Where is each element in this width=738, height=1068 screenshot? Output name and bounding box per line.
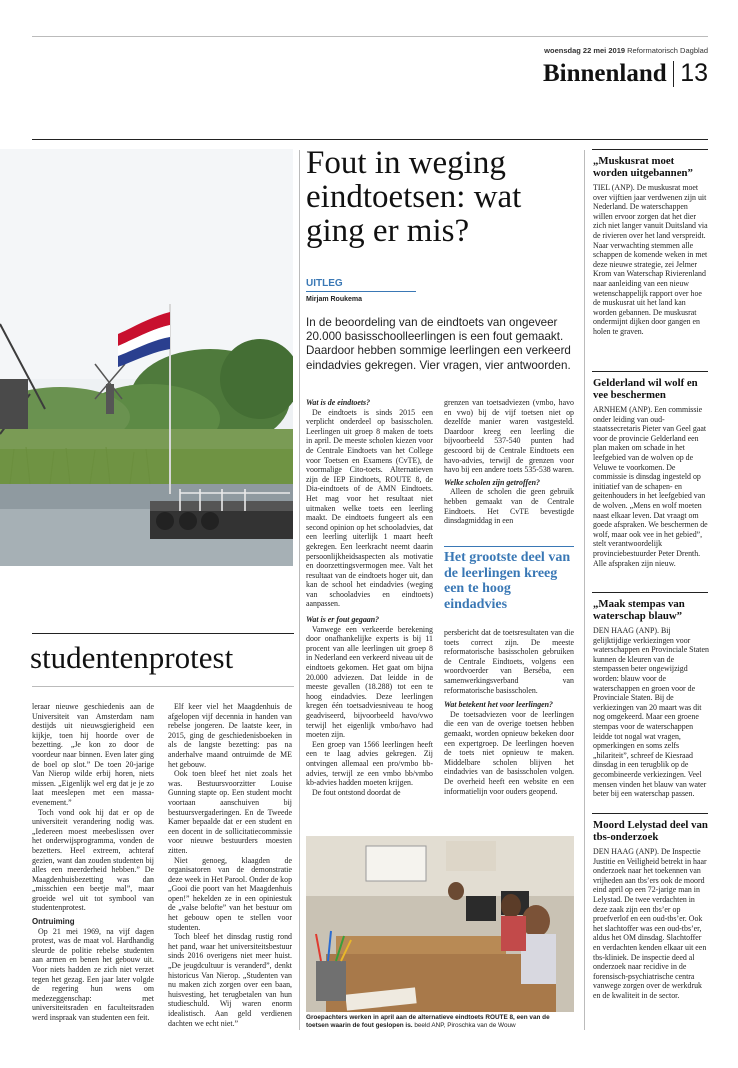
photo-caption	[306, 1014, 574, 1030]
sidebar-headline: Moord Lelystad deel van tbs-onderzoek	[593, 819, 708, 843]
left-col1-para: Toch vond ook hij dat er op de universiteit verandering nodig was. „Iedereen moest meebeslissen over het onderwijsprogramma, vonden de bezetters. Heel extreem, achteraf gezien, want dan zouden studenten bij alles een meerderheid hebben.” De Maagdenhuisbezetting was dan „misschien een beetje mal”, maar groeide wel uit tot symbool van studentenprotest.	[32, 807, 154, 913]
windmill-photo	[0, 149, 293, 566]
main-para: grenzen van toetsadviezen (vmbo, havo en vwo) bij de vijf toetsen niet op dezelfde manier waren vastgesteld. Daardoor kreeg een leerling die bijvoorbeeld 537-540 punten had gescoord bij de Centrale Eindtoets een havo-advies, terwijl de grenzen voor havo bij een andere toets 535-538 waren.	[444, 398, 574, 475]
header-dateline	[544, 46, 708, 55]
sidebar-rule	[592, 149, 708, 150]
main-para: De toetsadviezen voor de leerlingen die een van de overige toetsen hebben gemaakt, worden opnieuw bekeken door een expertgroep. De leerlingen hoeven de toets niet opnieuw te maken. Middelbare scholen blijven het eindadvies van de basisscholen volgen. De overheid heeft een website en een informatielijn voor ouders geopend.	[444, 709, 574, 796]
left-headline-rule	[32, 686, 294, 687]
main-para: De fout ontstond doordat de	[312, 787, 401, 797]
left-column-1	[32, 702, 154, 1023]
left-col2-para: Toch bleef het dinsdag rustig rond het pand, waar het universiteitsbestuur sinds 2016 overigens niet meer huist. „De jeugdcultuur is veranderd”, denkt historicus Van Nierop. „Studenten van nu maken zich zorgen over een baan, huisvesting, het terugbetalen van hun studieschuld. Wij waren enorm idealistisch. Aan geld verdienen dachten we echt niet.”	[168, 932, 292, 1028]
section-divider	[673, 61, 675, 87]
caption-credit: beeld ANP, Piroschka van de Wouw	[414, 1022, 516, 1029]
sidebar-text: TIEL (ANP). De muskusrat moet over vijftien jaar verdwenen zijn uit Nederland. De waterschappen willen ervoor zorgen dat het dier zich niet langer vanuit Duitsland via de rivieren over het land verspreidt. Naar verwachting stemmen alle schappen de komende weken in met deze nieuwe strategie, zei Jelmer Krom van Waterschap Rivierenland naar aanleiding van een nieuw wetenschappelijk rapport over hoe de muskusrat uit het land kan worden gebannen. De muskusrat ondermijnt dijken door gangen en holen te graven.	[593, 183, 708, 336]
sidebar-rule	[592, 592, 708, 593]
main-title: Fout in weging eindtoetsen: wat ging er mis?	[306, 145, 522, 249]
main-lead: In de beoordeling van de eindtoets van ongeveer 20.000 basisschoolleerlingen is een fout gemaakt. Daardoor hebben sommige leerlingen een verkeerd eindadvies gekregen. Vier vragen, vier antwoorden.	[306, 316, 571, 372]
left-column-2	[168, 702, 292, 1028]
page-number: 13	[680, 59, 708, 87]
header-paper: Reformatorisch Dagblad	[627, 46, 708, 55]
sidebar-text: ARNHEM (ANP). Een commissie onder leiding van oud-staatssecretaris Pieter van Geel gaat voor de provincie Gelderland een plan maken om schade in het leefgebied van de wolven op de Veluwe te voorkomen. De commissie is dinsdag ingesteld op initiatief van de schapen- en geitenhouders in het leefgebied van de wolven. „Mens en wolf moeten naast elkaar leven. Dat vraagt om goede afspraken. We beschermen de wolf, maar ook vee in het gebied”, stelt verantwoordelijk provinciebestuurder Peter Drenth. Alle afspraken zijn nieuw.	[593, 405, 708, 568]
main-question-2: Wat is er fout gegaan?	[306, 615, 380, 625]
main-author: Mirjam Roukema	[306, 296, 363, 303]
main-para: persbericht dat de toetsresultaten van die toets correct zijn. De meeste reformatorische basisscholen gebruiken de Centrale Eindtoets, volgens een woordvoerder van Berséba, een samenwerkingsverband van reformatorische basisscholen.	[444, 628, 574, 695]
main-question-4: Wat betekent het voor leerlingen?	[444, 700, 553, 710]
caption-text: Groepachters werken in april aan de alternatieve eindtoets ROUTE 8, een van de toetsen waarin de fout geslopen is.	[306, 1014, 550, 1029]
left-col2-para: Niet genoeg, klaagden de organisatoren van de demonstratie deze week in Het Parool. Onder de kop „Gooi die poort van het Maagdenhuis open!” hekelden ze in een opiniestuk de „valse belofte” van het bestuur om het gebouw open te stellen voor studenten.	[168, 855, 293, 932]
left-col2-para: Ook toen bleef het niet zoals het was. Bestuursvoorzitter Louise Gunning stapte op. Een student mocht voortaan aanschuiven bij bestuursvergaderingen. En de Tweede Kamer bepaalde dat er een student en een docent in de sollicitatiecommissie voor nieuwe bestuurders moesten zitten.	[168, 769, 292, 855]
pull-quote: Het grootste deel van de leerlingen kreeg een te hoog eindadvies	[444, 550, 571, 612]
top-rule	[32, 36, 708, 37]
left-headline-fragment: studentenprotest	[30, 640, 234, 675]
left-article-top-rule	[32, 633, 294, 634]
main-para: De eindtoets is sinds 2015 een verplicht onderdeel op basisscholen. Leerlingen uit groep 8 maken de toets in april. De meeste scholen kiezen voor de Centrale Eindtoets van het College voor Toetsen en Examens (CvTE), de voormalige Cito-toets. Alternatieven zijn de IEP Eindtoets, ROUTE 8, de Dia-eindtoets of de AMN Eindtoets. Het mag voor het resultaat niet uitmaken welke toets een leerling maakt. De eindtoets fungeert als een second opinion op het schooladvies, dat een leerling uiterlijk 1 maart heeft gekregen. Een leerkracht neemt daarin persoonlijkheidsaspecten als motivatie en doorzettingsvermogen mee. Valt het resultaat van de eindtoets hoger uit, dan kan de school het eindadvies (weging van schooladvies en eindtoets) aanpassen.	[306, 407, 433, 609]
sidebar-headline: „Muskusrat moet worden uitgebannen”	[593, 155, 693, 179]
main-column-a	[306, 398, 433, 797]
sidebar-headline: „Maak stempas van waterschap blauw”	[593, 598, 685, 622]
left-col1-para: leraar nieuwe geschiedenis aan de Universiteit van Amsterdam nam destijds uit nieuwsgierigheid een kijkje, toen hij hoorde over de bezetting. „Je kon zo door de voordeur naar binnen. Even later ging de boel op slot.” De toen 20-jarige Van Nierop wilde erbij horen, niets missen. „Eigenlijk wel erg dat je je zo laat meeslepen met een massa-evenement.”	[32, 702, 154, 807]
sidebar-text: DEN HAAG (ANP). De Inspectie Justitie en Veiligheid betrekt in haar onderzoek naar het toekennen van vrijheden aan tbs’ers ook de moord eind april op een 72-jarige man in Lelystad. De twee verdachten in deze zaak zijn een tbs’er op proefverlof en een oud-tbs’er. Ook het slachtoffer was een oud-tbs’er, aldus het OM dinsdag. Slachtoffer en verdachten kenden elkaar uit een tbs-kliniek. De inspectie deed al onderzoek naar recidive in de forensisch-psychiatrische centra vanwege zorgen over de werkdruk en de kwaliteit in de sector.	[593, 847, 707, 1000]
main-kicker: UITLEG	[306, 278, 343, 289]
left-col1-para: Op 21 mei 1969, na vijf dagen protest, was de maat vol. Hardhandig sleurde de politie rebelse studenten aan armen en benen het gebouw uit. Voor niets hadden ze zich niet verzet tegen het gezag. Een jaar later volgde de regering hun wens om medezeggenschap: met universiteitsraden en faculteitsraden werd inspraak van studenten een feit.	[32, 926, 154, 1022]
main-column-b-continued	[444, 628, 574, 796]
section-header	[543, 59, 708, 88]
main-question-3: Welke scholen zijn getroffen?	[444, 477, 540, 487]
main-column-b	[444, 398, 574, 526]
main-left-divider	[299, 150, 300, 1030]
classroom-photo-image	[306, 836, 574, 1012]
left-col2-para: Elf keer viel het Maagdenhuis de afgelopen vijf decennia in handen van rebelse jongeren. De laatste keer, in 2015, ging de geschiedenisboeken in als de langste bezetting: pas na anderhalve maand ontruimde de ME het gebouw.	[168, 702, 292, 769]
main-question-1: Wat is de eindtoets?	[306, 398, 371, 407]
section-title: Binnenland	[543, 59, 667, 87]
sidebar-rule	[592, 813, 708, 814]
left-col1-subheading: Ontruiming	[32, 917, 75, 927]
header-date: woensdag 22 mei 2019	[544, 46, 626, 55]
sidebar-text: DEN HAAG (ANP). Bij gelijktijdige verkiezingen voor waterschappen en Provinciale Staten kunnen de kleuren van de stempassen beter ongewijzigd worden: blauw voor de waterschappen en groen voor de Provinciale Staten. Bij de verkiezingen van 20 maart was dit nog omgekeerd. Maar een groene stempas voor de waterschappen leidde tot nogal wat vragen, opmerkingen en soms zelfs „hilariteit”, schreef de Kiesraad dinsdag in een terugblik op de gecombineerde verkiezingen. Veel mensen vinden het blauw van water beter bij een waterschap passen.	[593, 626, 709, 799]
kicker-rule	[306, 291, 416, 292]
sidebar-divider	[584, 150, 585, 1030]
main-para: Alleen de scholen die geen gebruik hebben gemaakt van de Centrale Eindtoets. Het CvTE bevestigde dinsdagmiddag in een	[444, 487, 574, 526]
sidebar-rule	[592, 371, 708, 372]
main-para: Een groep van 1566 leerlingen heeft een te laag advies gekregen. Zij ontvingen allemaal een pro/vmbo bb-advies, terwijl ze een vmbo bb/vmbo kb-advies hadden moeten krijgen.	[306, 739, 433, 788]
classroom-photo	[306, 836, 574, 1012]
header-bottom-rule	[32, 139, 708, 140]
windmill-photo-image	[0, 149, 293, 566]
quote-top-rule	[444, 546, 574, 547]
main-para: Vanwege een verkeerde berekening door onafhankelijke experts is bij 11 procent van alle leerlingen uit groep 8 in Nederland een verkeerd niveau uit de eindtoets gekomen. Het gaat om bijna 20.000 adviezen. Dat leidde in de meeste gevallen (18.288) tot een te hoog eindadvies. Deze leerlingen kregen één toetsadviesniveau te hoog geadviseerd, bijvoorbeeld havo/vwo terwijl het eigenlijk vmbo/havo had moeten zijn.	[306, 624, 433, 740]
sidebar-headline: Gelderland wil wolf en vee beschermen	[593, 377, 698, 401]
